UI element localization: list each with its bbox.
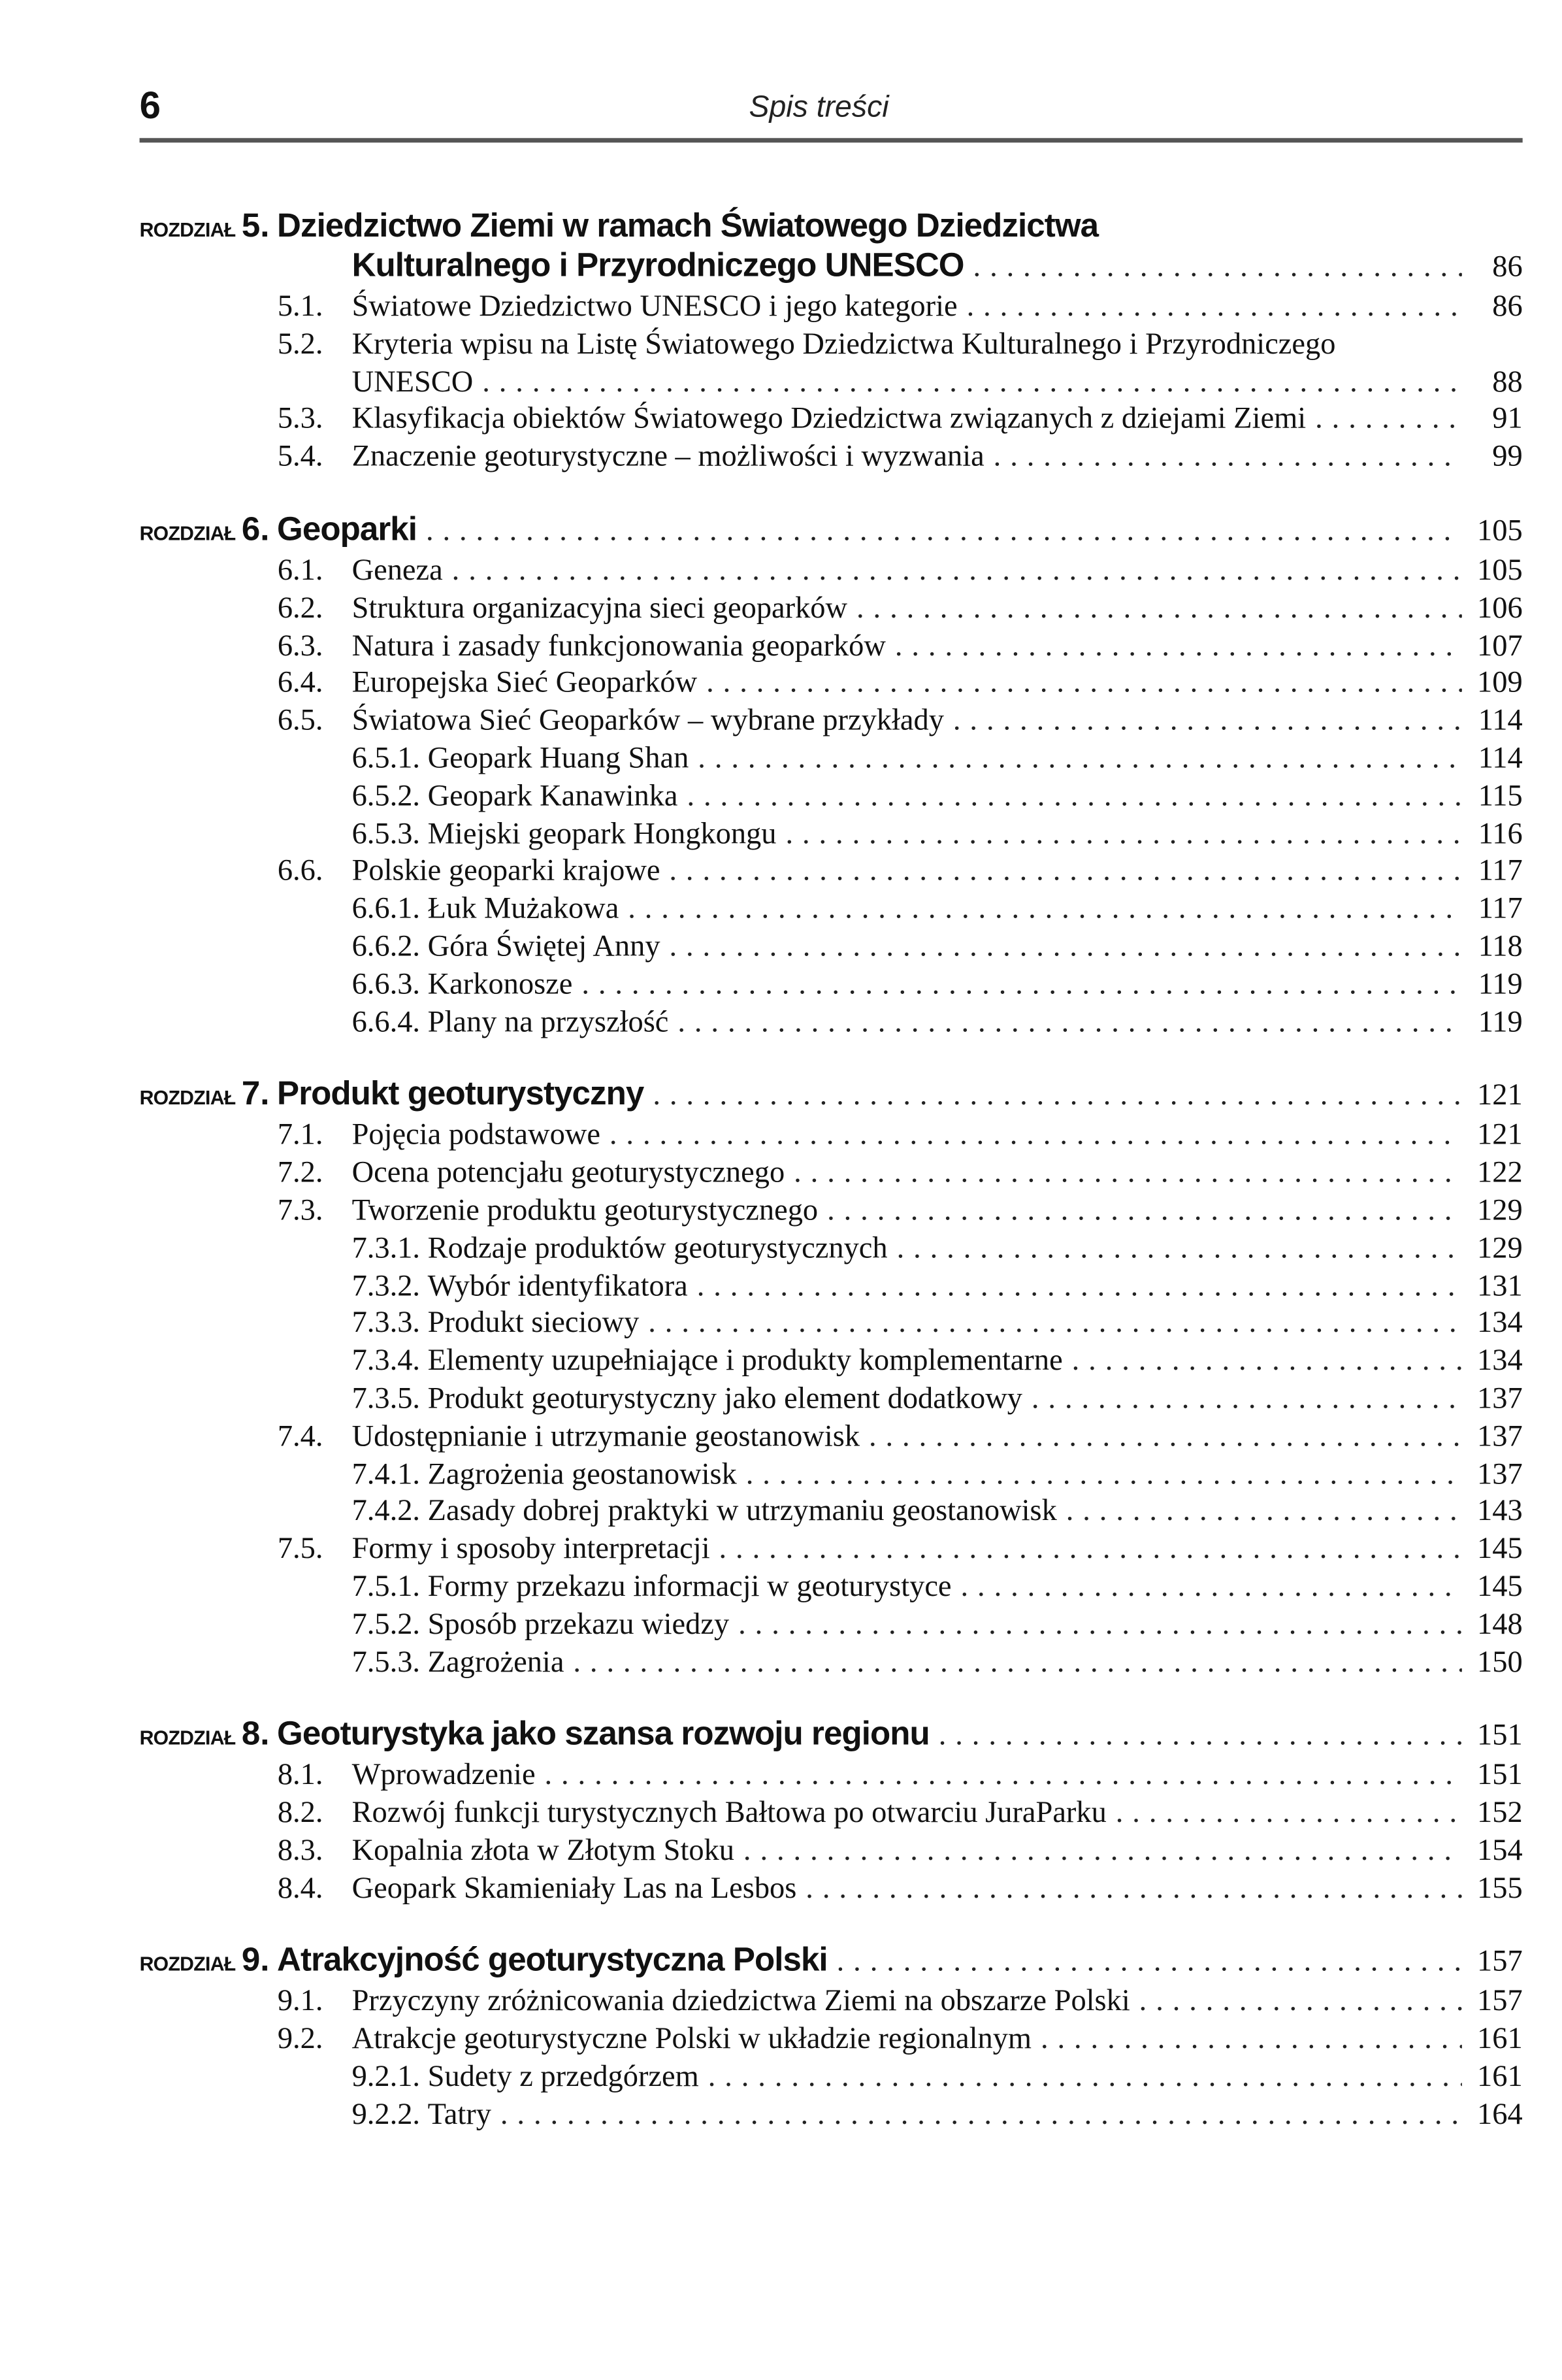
toc-entry[interactable]	[140, 1119, 1523, 1157]
entry-number: 8.3.	[277, 1834, 323, 1868]
toc-entry[interactable]	[140, 1382, 1523, 1420]
chapter-heading[interactable]	[140, 1715, 1523, 1754]
dot-leader	[581, 967, 1462, 1002]
entry-title: Geopark Huang Shan	[427, 742, 689, 776]
toc-entry[interactable]	[140, 1608, 1523, 1645]
chapter-heading[interactable]	[140, 207, 1523, 246]
chapter-title: Atrakcyjność geoturystyczna Polski	[277, 1941, 828, 1979]
entry-number: 7.5.3.	[351, 1645, 421, 1679]
entry-title: Sudety z przedgórzem	[427, 2060, 699, 2094]
chapter-label: ROZDZIAŁ	[139, 1953, 236, 1976]
chapter-page: 105	[1477, 514, 1523, 548]
entry-number: 6.6.3.	[351, 967, 421, 1001]
chapter-title: Dziedzictwo Ziemi w ramach Światowego Dziedzictwa	[277, 206, 1099, 244]
chapter-title: Produkt geoturystyczny	[277, 1074, 644, 1113]
chapter-number: 9.	[241, 1941, 270, 1979]
dot-leader	[805, 1872, 1462, 1906]
entry-number: 5.1.	[277, 289, 323, 323]
chapter-page: 151	[1477, 1719, 1523, 1753]
dot-leader	[669, 855, 1461, 889]
running-header: Spis treści	[749, 91, 889, 125]
entry-number: 7.4.	[277, 1419, 323, 1453]
chapter-number: 5.	[241, 206, 270, 244]
chapter-number: 6.	[241, 509, 270, 548]
toc-entry[interactable]	[140, 1269, 1523, 1307]
entry-number: 7.4.2.	[351, 1495, 421, 1529]
entry-number: 6.5.3.	[351, 817, 421, 851]
dot-leader	[482, 365, 1462, 400]
toc-entry[interactable]	[140, 1344, 1523, 1382]
entry-page: 117	[1478, 854, 1523, 888]
chapter-label: ROZDZIAŁ	[139, 1086, 236, 1110]
entry-number: 5.2.	[277, 327, 323, 361]
toc-entry[interactable]	[140, 591, 1523, 629]
entry-number: 5.4.	[277, 440, 323, 474]
entry-number: 7.5.1.	[351, 1570, 421, 1604]
toc-entry[interactable]	[140, 1872, 1523, 1909]
entry-page: 143	[1477, 1495, 1523, 1529]
entry-title: Geneza	[351, 554, 443, 587]
dot-leader	[746, 1457, 1462, 1492]
entry-page: 137	[1477, 1381, 1523, 1415]
dot-leader	[1066, 1495, 1462, 1529]
toc-entry[interactable]	[140, 1194, 1523, 1232]
entry-page: 152	[1477, 1796, 1523, 1830]
entry-page: 116	[1478, 817, 1523, 851]
toc-entry[interactable]	[140, 2023, 1523, 2060]
toc-entry[interactable]	[140, 327, 1523, 365]
entry-page: 161	[1477, 2023, 1523, 2057]
toc-entry[interactable]	[140, 1759, 1523, 1796]
dot-leader	[677, 1005, 1461, 1040]
entry-number: 8.4.	[277, 1871, 323, 1905]
dot-leader	[794, 1156, 1462, 1191]
entry-number: 6.2.	[277, 591, 323, 625]
toc-entry[interactable]	[140, 780, 1523, 818]
toc-entry[interactable]	[140, 930, 1523, 968]
chapter-title-line: Kulturalnego i Przyrodniczego UNESCO	[351, 246, 964, 284]
entry-page: 151	[1477, 1759, 1523, 1793]
entry-number: 6.5.2.	[351, 779, 421, 813]
entry-title: Rozwój funkcji turystycznych Bałtowa po otwarciu JuraParku	[351, 1796, 1107, 1830]
entry-title: Produkt geoturystyczny jako element dodatkowy	[427, 1381, 1022, 1415]
entry-page: 137	[1477, 1419, 1523, 1453]
dot-leader	[610, 1119, 1462, 1153]
entry-title: Udostępnianie i utrzymanie geostanowisk	[351, 1419, 860, 1453]
dot-leader	[648, 1306, 1462, 1341]
toc-entry[interactable]	[140, 554, 1523, 591]
entry-title: Światowa Sieć Geoparków – wybrane przykłady	[351, 704, 944, 738]
dot-leader	[573, 1645, 1461, 1680]
entry-title: Tworzenie produktu geoturystycznego	[351, 1193, 819, 1227]
entry-number: 7.3.3.	[351, 1306, 421, 1340]
dot-leader	[1116, 1796, 1462, 1831]
dot-leader	[897, 1231, 1462, 1266]
chapter-heading[interactable]	[140, 1941, 1523, 1980]
entry-title: Kopalnia złota w Złotym Stoku	[351, 1834, 734, 1868]
entry-number: 6.5.1.	[351, 742, 421, 776]
dot-leader	[653, 1079, 1462, 1114]
toc-entry[interactable]	[140, 1457, 1523, 1495]
dot-leader	[544, 1759, 1461, 1793]
entry-page: 109	[1477, 666, 1523, 701]
entry-title: Sposób przekazu wiedzy	[427, 1607, 730, 1642]
entry-number: 8.2.	[277, 1796, 323, 1830]
entry-number: 8.1.	[277, 1759, 323, 1793]
entry-number: 6.6.4.	[351, 1005, 421, 1039]
chapter-label: ROZDZIAŁ	[139, 1727, 236, 1750]
entry-page: 145	[1477, 1570, 1523, 1604]
chapter-heading[interactable]	[140, 510, 1523, 549]
dot-leader	[669, 930, 1461, 965]
dot-leader	[1072, 1344, 1462, 1379]
entry-page: 91	[1492, 403, 1523, 437]
chapter-number: 7.	[241, 1074, 270, 1113]
entry-title: Wprowadzenie	[351, 1759, 536, 1793]
entry-number: 7.2.	[277, 1156, 323, 1190]
chapter-page: 86	[1492, 250, 1523, 284]
entry-page: 157	[1477, 1985, 1523, 2019]
entry-page: 119	[1478, 1005, 1523, 1039]
entry-page: 145	[1477, 1532, 1523, 1566]
entry-page: 99	[1492, 440, 1523, 474]
entry-page: 129	[1477, 1231, 1523, 1265]
toc-entry[interactable]	[140, 704, 1523, 742]
toc-entry[interactable]	[140, 1985, 1523, 2023]
chapter-label: ROZDZIAŁ	[139, 521, 236, 545]
chapter-title: Geoparki	[277, 509, 417, 548]
entry-number: 7.3.1.	[351, 1231, 421, 1265]
entry-title: Geopark Kanawinka	[427, 779, 678, 813]
entry-page: 107	[1477, 629, 1523, 663]
dot-leader	[939, 1719, 1462, 1754]
entry-page: 129	[1477, 1193, 1523, 1227]
dot-leader	[452, 554, 1462, 588]
toc-entry[interactable]	[140, 2098, 1523, 2136]
entry-title: Formy przekazu informacji w geoturystyce	[427, 1570, 952, 1604]
entry-title: Ocena potencjału geoturystycznego	[351, 1156, 785, 1190]
entry-title: Pojęcia podstawowe	[351, 1118, 600, 1152]
entry-number: 6.5.	[277, 704, 323, 738]
entry-title: Łuk Mużakowa	[427, 892, 619, 926]
toc-entry[interactable]	[140, 629, 1523, 667]
entry-page: 121	[1477, 1118, 1523, 1152]
entry-title: Znaczenie geoturystyczne – możliwości i wyzwania	[351, 440, 984, 474]
chapter-number: 8.	[241, 1714, 270, 1753]
toc-entry[interactable]	[140, 403, 1523, 440]
toc-entry[interactable]	[140, 289, 1523, 327]
entry-page: 155	[1477, 1871, 1523, 1905]
entry-page: 134	[1477, 1306, 1523, 1340]
dot-leader	[895, 629, 1462, 663]
entry-title: Plany na przyszłość	[427, 1005, 669, 1039]
entry-title: Rodzaje produktów geoturystycznych	[427, 1231, 888, 1265]
entry-number: 6.3.	[277, 629, 323, 663]
dot-leader	[697, 1269, 1462, 1304]
entry-number: 7.3.	[277, 1193, 323, 1227]
toc-entry[interactable]	[140, 1231, 1523, 1269]
dot-leader	[1041, 2023, 1462, 2057]
entry-number: 9.2.2.	[351, 2098, 421, 2132]
dot-leader	[1139, 1985, 1462, 2020]
entry-title: Formy i sposoby interpretacji	[351, 1532, 710, 1566]
entry-page: 117	[1478, 892, 1523, 926]
dot-leader	[738, 1608, 1462, 1642]
chapter-label: ROZDZIAŁ	[139, 218, 236, 242]
entry-title: Natura i zasady funkcjonowania geoparków	[351, 629, 886, 663]
dot-leader	[628, 892, 1462, 927]
entry-number: 7.3.2.	[351, 1268, 421, 1302]
toc-entry[interactable]	[140, 1645, 1523, 1683]
entry-number: 6.1.	[277, 554, 323, 587]
entry-page: 131	[1477, 1268, 1523, 1302]
entry-title: Geopark Skamieniały Las na Lesbos	[351, 1871, 797, 1905]
entry-number: 6.6.2.	[351, 929, 421, 963]
entry-number: 7.4.1.	[351, 1457, 421, 1491]
dot-leader	[719, 1532, 1462, 1567]
entry-number: 7.3.4.	[351, 1344, 421, 1378]
entry-page: 164	[1477, 2098, 1523, 2132]
dot-leader	[500, 2098, 1462, 2132]
dot-leader	[1032, 1382, 1462, 1417]
entry-page: 106	[1477, 591, 1523, 625]
toc-entry-continued[interactable]	[140, 365, 1523, 403]
entry-title: Zagrożenia geostanowisk	[427, 1457, 737, 1491]
toc-entry[interactable]	[140, 1306, 1523, 1344]
entry-number: 7.5.2.	[351, 1607, 421, 1642]
page-number: 6	[139, 84, 161, 127]
entry-title: Klasyfikacja obiektów Światowego Dziedzictwa związanych z dziejami Ziemi	[351, 403, 1307, 437]
dot-leader	[953, 704, 1462, 739]
entry-title: Struktura organizacyjna sieci geoparków	[351, 591, 848, 625]
entry-title: Tatry	[427, 2098, 491, 2132]
toc-entry[interactable]	[140, 742, 1523, 780]
toc-entry[interactable]	[140, 1005, 1523, 1043]
entry-page: 115	[1478, 779, 1523, 813]
toc-entry[interactable]	[140, 1156, 1523, 1194]
entry-title: Zasady dobrej praktyki w utrzymaniu geostanowisk	[427, 1495, 1057, 1529]
entry-title: Produkt sieciowy	[427, 1306, 640, 1340]
entry-title: Miejski geopark Hongkongu	[427, 817, 777, 851]
entry-title: Karkonosze	[427, 967, 573, 1001]
dot-leader	[973, 250, 1462, 285]
entry-page: 86	[1492, 289, 1523, 323]
entry-number: 9.2.	[277, 2023, 323, 2057]
chapter-page: 121	[1477, 1079, 1523, 1113]
entry-page: 148	[1477, 1607, 1523, 1642]
entry-title: Przyczyny zróżnicowania dziedzictwa Ziemi na obszarze Polski	[351, 1985, 1130, 2019]
entry-title: Kryteria wpisu na Listę Światowego Dziedzictwa Kulturalnego i Przyrodniczego	[351, 327, 1336, 361]
entry-page: 88	[1492, 365, 1523, 399]
toc-entry[interactable]	[140, 1796, 1523, 1834]
toc-entry[interactable]	[140, 817, 1523, 855]
entry-number: 7.3.5.	[351, 1381, 421, 1415]
entry-title: Europejska Sieć Geoparków	[351, 666, 698, 701]
entry-title: Polskie geoparki krajowe	[351, 854, 660, 888]
chapter-heading[interactable]	[140, 1074, 1523, 1114]
toc-entry[interactable]	[140, 1532, 1523, 1570]
dot-leader	[785, 817, 1461, 851]
toc-entry[interactable]	[140, 892, 1523, 930]
dot-leader	[1315, 403, 1462, 437]
entry-page: 137	[1477, 1457, 1523, 1491]
entry-number: 9.1.	[277, 1985, 323, 2019]
entry-page: 134	[1477, 1344, 1523, 1378]
dot-leader	[994, 440, 1462, 475]
toc-entry[interactable]	[140, 855, 1523, 893]
entry-page: 122	[1477, 1156, 1523, 1190]
entry-number: 7.5.	[277, 1532, 323, 1566]
toc-entry[interactable]	[140, 440, 1523, 478]
entry-title: Wybór identyfikatora	[427, 1268, 688, 1302]
entry-number: 7.1.	[277, 1118, 323, 1152]
entry-page: 118	[1478, 929, 1523, 963]
table-of-contents	[140, 207, 1523, 2136]
dot-leader	[743, 1834, 1462, 1868]
entry-page: 161	[1477, 2060, 1523, 2094]
toc-entry[interactable]	[140, 667, 1523, 704]
dot-leader	[708, 2060, 1462, 2095]
entry-number: 6.4.	[277, 666, 323, 701]
toc-entry[interactable]	[140, 967, 1523, 1005]
toc-entry[interactable]	[140, 1570, 1523, 1608]
entry-title: Góra Świętej Anny	[427, 929, 660, 963]
chapter-page: 157	[1477, 1945, 1523, 1979]
dot-leader	[837, 1945, 1462, 1980]
dot-leader	[827, 1194, 1462, 1229]
entry-page: 154	[1477, 1834, 1523, 1868]
entry-number: 6.6.1.	[351, 892, 421, 926]
dot-leader	[687, 780, 1461, 814]
toc-entry[interactable]	[140, 2060, 1523, 2098]
entry-title: Światowe Dziedzictwo UNESCO i jego kategorie	[351, 289, 958, 323]
toc-entry[interactable]	[140, 1495, 1523, 1532]
dot-leader	[426, 514, 1462, 549]
entry-page: 105	[1477, 554, 1523, 587]
chapter-heading-continued[interactable]	[140, 246, 1523, 285]
header-rule	[140, 138, 1523, 142]
entry-page: 114	[1478, 742, 1523, 776]
toc-entry[interactable]	[140, 1419, 1523, 1457]
entry-title-line: UNESCO	[351, 365, 474, 399]
dot-leader	[698, 742, 1462, 776]
entry-page: 114	[1478, 704, 1523, 738]
entry-page: 150	[1477, 1645, 1523, 1679]
entry-page: 119	[1478, 967, 1523, 1001]
entry-title: Zagrożenia	[427, 1645, 564, 1679]
dot-leader	[967, 289, 1462, 324]
chapter-title: Geoturystyka jako szansa rozwoju regionu	[277, 1714, 930, 1753]
entry-title: Atrakcje geoturystyczne Polski w układzie regionalnym	[351, 2023, 1032, 2057]
entry-title: Elementy uzupełniające i produkty komplementarne	[427, 1344, 1063, 1378]
dot-leader	[869, 1419, 1462, 1454]
entry-number: 6.6.	[277, 854, 323, 888]
entry-number: 5.3.	[277, 403, 323, 437]
dot-leader	[960, 1570, 1461, 1604]
toc-entry[interactable]	[140, 1834, 1523, 1872]
dot-leader	[856, 591, 1462, 626]
entry-number: 9.2.1.	[351, 2060, 421, 2094]
dot-leader	[706, 667, 1462, 701]
